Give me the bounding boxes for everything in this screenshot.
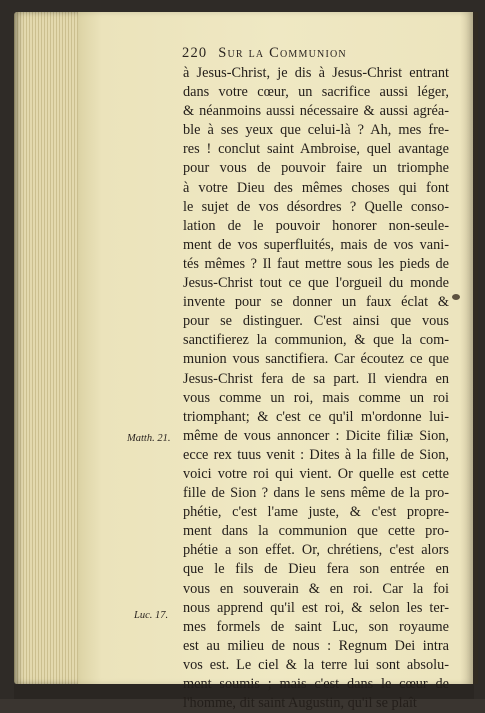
text-line: ment soumis ; mais c'est dans le cœur de	[183, 676, 449, 692]
running-header	[182, 45, 442, 62]
text-line: à votre Dieu des mêmes choses qui font	[183, 179, 449, 196]
text-line: Jesus-Christ tout ce que l'orgueil du monde	[183, 275, 449, 292]
text-line: triomphant; & c'est ce qu'il m'ordonne lui-	[183, 408, 449, 425]
text-line: que le fils de Dieu fera son entrée en	[183, 561, 449, 578]
text-line: voici votre roi qui vient. Or quelle est cette	[183, 465, 449, 482]
text-line: sanctifierez la communion, & que la com-	[183, 332, 449, 349]
text-line: pour se distinguer. C'est ainsi que vous	[183, 313, 449, 330]
page-number: 220	[182, 45, 208, 61]
text-line: phétie, c'est l'ame juste, & c'est propre-	[183, 504, 449, 521]
text-line: mes formels de saint Luc, son royaume	[183, 618, 449, 635]
text-line: même de vous annoncer : Dicite filiæ Sion,	[183, 427, 449, 444]
text-line: tés mêmes ? Il faut mettre sous les pieds de	[183, 255, 449, 272]
text-line: ment de vos superfluités, mais de vos vani-	[183, 236, 449, 253]
text-line: pour vous de pouvoir faire un triomphe	[183, 160, 449, 177]
page-edges	[14, 12, 80, 684]
text-line: invente pour se donner un faux éclat &	[183, 294, 449, 311]
text-line: vous en souverain & en roi. Car la foi	[183, 580, 449, 597]
running-title: Sur la Communion	[218, 45, 347, 61]
text-line: ecce rex tuus venit : Dites à la fille de Sion,	[183, 446, 449, 463]
text-line: phétie a son effet. Or, chrétiens, c'est alors	[183, 542, 449, 559]
text-line: ment dans la communion que cette pro-	[183, 523, 449, 540]
ink-spot	[452, 294, 460, 300]
text-line: vos est. Le ciel & la terre lui sont absolu-	[183, 656, 449, 673]
text-line: est au milieu de nous : Regnum Dei intra	[183, 637, 449, 654]
text-line: l'homme, dit saint Augustin, qu'il se plaît	[183, 695, 417, 712]
text-line: le sujet de vos désordres ? Quelle conso-	[183, 198, 449, 215]
text-line: res ! conclut saint Ambroise, quel avantage	[183, 141, 449, 158]
text-line: vous comme un roi, mais comme un roi	[183, 389, 449, 406]
text-line: lation de le pouvoir honorer non-seule-	[183, 217, 449, 234]
text-line: Jesus-Christ fera de sa part. Il viendra en	[183, 370, 449, 387]
text-line: nous apprend qu'il est roi, & selon les ter-	[183, 599, 449, 616]
text-line: dans votre cœur, un sacrifice aussi léger,	[183, 84, 449, 101]
text-line: à Jesus-Christ, je dis à Jesus-Christ entrant	[183, 65, 449, 81]
margin-note-luke: Luc. 17.	[134, 610, 169, 621]
body-text	[183, 64, 449, 713]
page-fold-shadow	[460, 12, 478, 684]
text-line: ble à ses yeux que celui-là ? Ah, mes fre-	[183, 122, 449, 139]
text-line: & néanmoins aussi nécessaire & aussi agréa-	[183, 103, 449, 120]
text-line: munion vous sanctifiera. Car écoutez ce que	[183, 351, 449, 368]
text-line: fille de Sion ? dans le sens même de la pro-	[183, 485, 449, 502]
margin-note-matthew: Matth. 21.	[127, 433, 171, 444]
